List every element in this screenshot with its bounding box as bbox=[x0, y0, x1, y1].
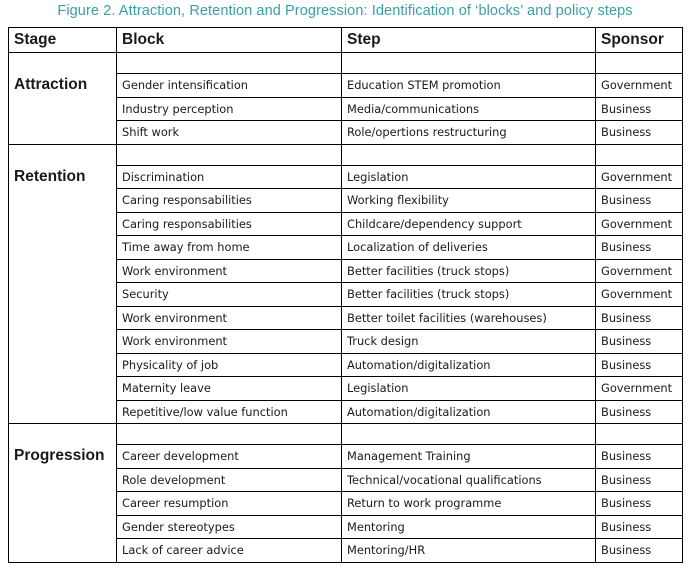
block-cell: Gender intensification bbox=[117, 74, 342, 98]
block-cell: Work environment bbox=[117, 259, 342, 283]
sponsor-cell: Business bbox=[596, 400, 683, 424]
step-cell: Childcare/dependency support bbox=[342, 212, 596, 236]
step-cell: Technical/vocational qualifications bbox=[342, 468, 596, 492]
block-cell: Security bbox=[117, 283, 342, 307]
stage-cell bbox=[9, 400, 117, 424]
sponsor-cell: Business bbox=[596, 330, 683, 354]
table-row bbox=[9, 121, 683, 145]
sponsor-cell: Business bbox=[596, 515, 683, 539]
stage-cell bbox=[9, 377, 117, 401]
sponsor-cell: Government bbox=[596, 259, 683, 283]
sponsor-cell: Business bbox=[596, 445, 683, 469]
block-cell: Discrimination bbox=[117, 165, 342, 189]
header-block: Block bbox=[117, 28, 342, 53]
block-cell: Maternity leave bbox=[117, 377, 342, 401]
step-cell: Automation/digitalization bbox=[342, 400, 596, 424]
sponsor-cell: Government bbox=[596, 165, 683, 189]
sponsor-cell: Business bbox=[596, 539, 683, 563]
step-cell: Media/communications bbox=[342, 97, 596, 121]
sponsor-cell: Government bbox=[596, 283, 683, 307]
block-cell: Role development bbox=[117, 468, 342, 492]
stage-cell bbox=[9, 330, 117, 354]
table-row bbox=[9, 468, 683, 492]
empty-cell bbox=[596, 144, 683, 165]
empty-cell bbox=[9, 424, 117, 445]
stage-cell bbox=[9, 539, 117, 563]
table-row bbox=[9, 283, 683, 307]
step-cell: Role/opertions restructuring bbox=[342, 121, 596, 145]
empty-cell bbox=[342, 424, 596, 445]
table-row bbox=[9, 306, 683, 330]
table-row bbox=[9, 539, 683, 563]
header-stage: Stage bbox=[9, 28, 117, 53]
table-row bbox=[9, 515, 683, 539]
table-row bbox=[9, 353, 683, 377]
table-body bbox=[9, 53, 683, 563]
stage-cell bbox=[9, 212, 117, 236]
step-cell: Better facilities (truck stops) bbox=[342, 283, 596, 307]
block-cell: Career development bbox=[117, 445, 342, 469]
stage-cell bbox=[9, 306, 117, 330]
header-sponsor: Sponsor bbox=[596, 28, 683, 53]
block-cell: Work environment bbox=[117, 330, 342, 354]
step-cell: Legislation bbox=[342, 165, 596, 189]
sponsor-cell: Business bbox=[596, 306, 683, 330]
table-row bbox=[9, 330, 683, 354]
stage-cell bbox=[9, 97, 117, 121]
stage-label: Progression bbox=[9, 445, 117, 469]
sponsor-cell: Business bbox=[596, 492, 683, 516]
step-cell: Automation/digitalization bbox=[342, 353, 596, 377]
block-cell: Industry perception bbox=[117, 97, 342, 121]
step-cell: Return to work programme bbox=[342, 492, 596, 516]
step-cell: Localization of deliveries bbox=[342, 236, 596, 260]
stage-cell bbox=[9, 515, 117, 539]
stage-cell bbox=[9, 353, 117, 377]
policy-steps-table bbox=[8, 27, 683, 563]
table-row bbox=[9, 74, 683, 98]
block-cell: Caring responsabilities bbox=[117, 189, 342, 213]
block-cell: Lack of career advice bbox=[117, 539, 342, 563]
sponsor-cell: Business bbox=[596, 121, 683, 145]
spacer-row bbox=[9, 424, 683, 445]
step-cell: Mentoring bbox=[342, 515, 596, 539]
step-cell: Truck design bbox=[342, 330, 596, 354]
stage-cell bbox=[9, 283, 117, 307]
table-row bbox=[9, 165, 683, 189]
empty-cell bbox=[9, 144, 117, 165]
table-row bbox=[9, 189, 683, 213]
table-row bbox=[9, 377, 683, 401]
sponsor-cell: Business bbox=[596, 468, 683, 492]
empty-cell bbox=[117, 424, 342, 445]
stage-cell bbox=[9, 492, 117, 516]
table-row bbox=[9, 259, 683, 283]
block-cell: Career resumption bbox=[117, 492, 342, 516]
stage-cell bbox=[9, 236, 117, 260]
table-row bbox=[9, 212, 683, 236]
block-cell: Repetitive/low value function bbox=[117, 400, 342, 424]
table-row bbox=[9, 492, 683, 516]
sponsor-cell: Business bbox=[596, 236, 683, 260]
stage-cell bbox=[9, 259, 117, 283]
stage-cell bbox=[9, 189, 117, 213]
sponsor-cell: Business bbox=[596, 353, 683, 377]
empty-cell bbox=[9, 53, 117, 74]
stage-cell bbox=[9, 468, 117, 492]
table-row bbox=[9, 236, 683, 260]
block-cell: Gender stereotypes bbox=[117, 515, 342, 539]
sponsor-cell: Government bbox=[596, 74, 683, 98]
empty-cell bbox=[342, 144, 596, 165]
figure-title: Figure 2. Attraction, Retention and Progression: Identification of ‘blocks’ and policy steps bbox=[57, 3, 633, 19]
step-cell: Mentoring/HR bbox=[342, 539, 596, 563]
header-step: Step bbox=[342, 28, 596, 53]
block-cell: Caring responsabilities bbox=[117, 212, 342, 236]
block-cell: Shift work bbox=[117, 121, 342, 145]
spacer-row bbox=[9, 53, 683, 74]
empty-cell bbox=[596, 53, 683, 74]
table-row bbox=[9, 400, 683, 424]
step-cell: Management Training bbox=[342, 445, 596, 469]
empty-cell bbox=[596, 424, 683, 445]
table-row bbox=[9, 445, 683, 469]
step-cell: Better toilet facilities (warehouses) bbox=[342, 306, 596, 330]
table-header-row bbox=[9, 28, 683, 53]
block-cell: Work environment bbox=[117, 306, 342, 330]
block-cell: Time away from home bbox=[117, 236, 342, 260]
sponsor-cell: Government bbox=[596, 212, 683, 236]
sponsor-cell: Government bbox=[596, 377, 683, 401]
sponsor-cell: Business bbox=[596, 97, 683, 121]
step-cell: Education STEM promotion bbox=[342, 74, 596, 98]
sponsor-cell: Business bbox=[596, 189, 683, 213]
step-cell: Working flexibility bbox=[342, 189, 596, 213]
empty-cell bbox=[342, 53, 596, 74]
table-row bbox=[9, 97, 683, 121]
empty-cell bbox=[117, 144, 342, 165]
spacer-row bbox=[9, 144, 683, 165]
step-cell: Legislation bbox=[342, 377, 596, 401]
block-cell: Physicality of job bbox=[117, 353, 342, 377]
stage-label: Retention bbox=[9, 165, 117, 189]
step-cell: Better facilities (truck stops) bbox=[342, 259, 596, 283]
stage-label: Attraction bbox=[9, 74, 117, 98]
stage-cell bbox=[9, 121, 117, 145]
empty-cell bbox=[117, 53, 342, 74]
